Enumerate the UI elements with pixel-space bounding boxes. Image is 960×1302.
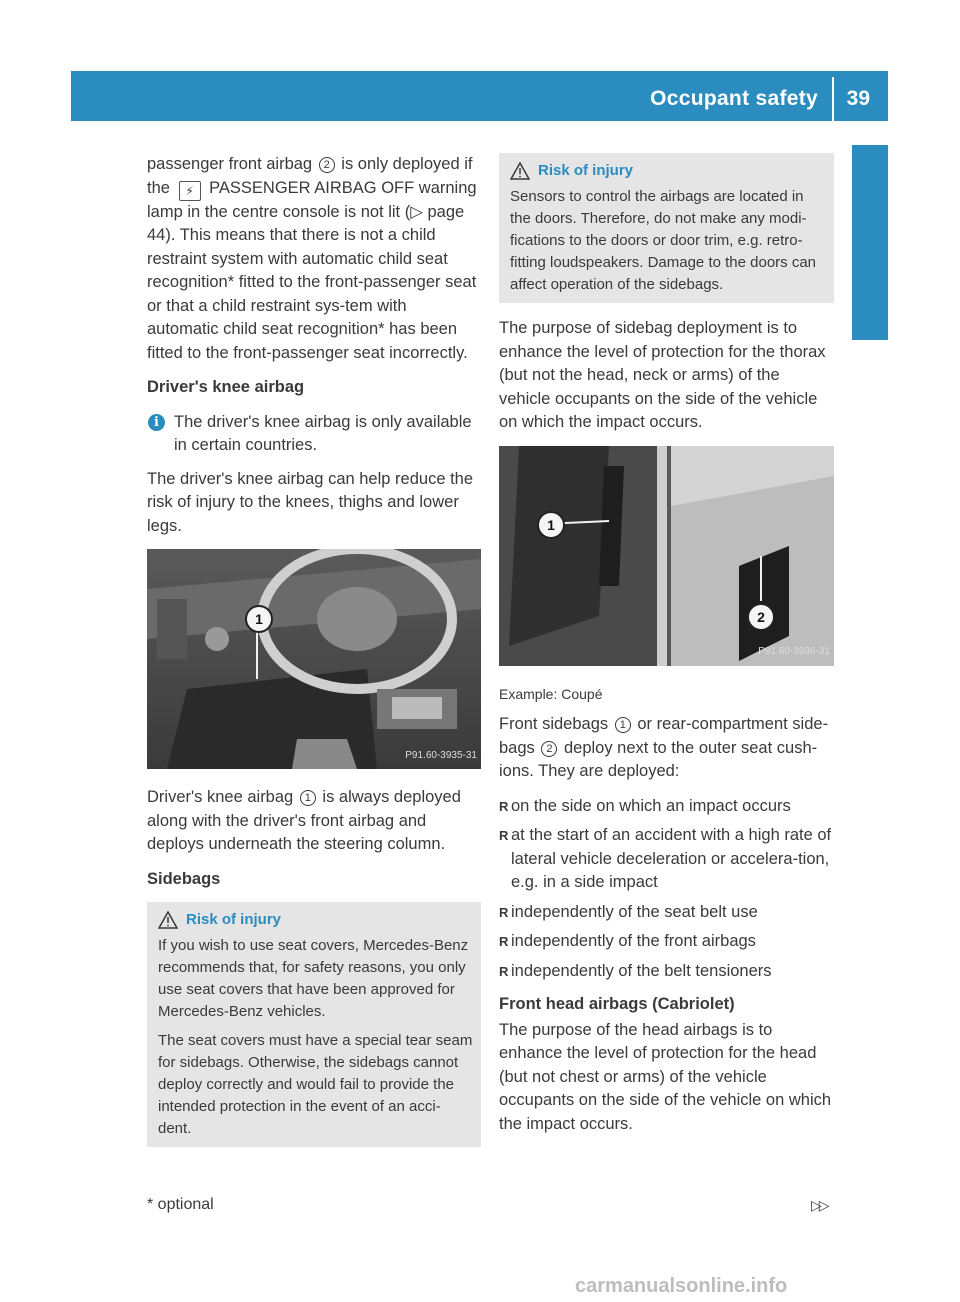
side-tab-label: Safety: [850, 217, 877, 290]
passenger-airbag-off-icon: ⚡: [179, 181, 201, 201]
section-title: Occupant safety: [650, 87, 818, 110]
callout-marker-2: 2: [747, 603, 775, 631]
text: or rear-compartment side-bags: [499, 715, 829, 757]
heading-head-airbags: Front head airbags (Cabriolet): [499, 995, 735, 1013]
continue-arrows-icon: ▷▷: [811, 1197, 827, 1213]
paragraph-knee-purpose: The driver's knee airbag can help reduce the risk of injury to the knees, thighs and lower legs.: [147, 469, 474, 535]
header-bar: [71, 71, 888, 121]
text: is only deployed if the: [147, 155, 473, 197]
warning-triangle-icon: [510, 162, 530, 180]
paragraph-sidebag-deploy: [499, 713, 834, 784]
text: is always deployed along with the driver's front airbag and deploys underneath the steering column.: [147, 788, 461, 853]
list-item: R on the side on which an impact occurs: [499, 795, 834, 819]
warning-text: If you wish to use seat covers, Mercedes-Benz recommends that, for safety reasons, you only use seat covers that have been approved for Mercedes-Benz vehicles.: [158, 937, 469, 1020]
deployment-conditions-list: [499, 795, 834, 984]
paragraph-head-airbags: The purpose of the head airbags is to enhance the level of protection for the head (but not chest or arms) of the vehicle occupants on the side of the vehicle on which the impact occurs.: [499, 1020, 832, 1133]
sidebag-figure: [499, 446, 834, 666]
text: PASSENGER AIRBAG OFF warning lamp in the centre console is not lit (▷ page 44). This means that there is not a child restraint system with automatic child seat recognition* fitted to the front-passenger seat or that a child restraint sys-tem with automatic child seat recognition* has been fitted to the front-passenger seat incorrectly.: [147, 178, 477, 362]
info-text: The driver's knee airbag is only available in certain countries.: [174, 412, 472, 454]
list-item: R independently of the front airbags: [499, 930, 834, 954]
info-icon: i: [148, 414, 165, 431]
text: Front sidebags: [499, 715, 609, 733]
list-item: R at the start of an accident with a high rate of lateral vehicle deceleration or accelera-tion, e.g. in a side impact: [499, 824, 834, 895]
list-item: R independently of the seat belt use: [499, 901, 834, 925]
figure-code: P91.60-3935-31: [405, 749, 477, 761]
callout-number: 2: [541, 741, 557, 757]
text: Driver's knee airbag: [147, 788, 294, 806]
text: passenger front airbag: [147, 155, 313, 173]
list-item: R independently of the belt tensioners: [499, 960, 834, 984]
warning-title: [510, 160, 826, 182]
watermark: carmanualsonline.info: [575, 1275, 788, 1297]
paragraph-knee-deploy: [147, 786, 481, 857]
callout-marker-1: 1: [245, 605, 273, 633]
warning-box-seat-covers: [147, 902, 481, 1147]
callout-number: 1: [300, 790, 316, 806]
warning-title-text: Risk of injury: [186, 911, 282, 928]
warning-text: Sensors to control the airbags are located in the doors. Therefore, do not make any modi-fications to the doors or door trim, e.g. retro-fitting loudspeakers. Damage to the doors can affect operation of the sidebags.: [510, 188, 817, 293]
callout-number: 1: [615, 717, 631, 733]
paragraph-passenger-airbag: [147, 153, 481, 365]
figure-caption: Example: Coupé: [499, 685, 603, 702]
warning-box-door-sensors: [499, 153, 834, 303]
warning-title: [158, 909, 473, 931]
dashboard-illustration: [147, 549, 481, 769]
footnote: * optional: [147, 1196, 214, 1213]
text: deploy next to the outer seat cush-ions. They are deployed:: [499, 738, 818, 780]
seat-illustration: [499, 446, 834, 666]
callout-marker-1: 1: [537, 511, 565, 539]
heading-knee-airbag: Driver's knee airbag: [147, 378, 305, 396]
heading-sidebags: Sidebags: [147, 869, 221, 888]
paragraph-sidebag-purpose: The purpose of sidebag deployment is to enhance the level of protection for the thorax (but not the head, neck or arms) of the vehicle occupants on the side of the vehicle on which the impact occurs.: [499, 319, 826, 431]
page-number: 39: [846, 87, 870, 110]
info-note: [147, 411, 481, 458]
left-column: [147, 153, 481, 1159]
warning-title-text: Risk of injury: [538, 162, 634, 179]
right-column: [499, 153, 834, 1147]
callout-number: 2: [319, 157, 335, 173]
warning-text: The seat covers must have a special tear seam for sidebags. Otherwise, the sidebags cannot deploy correctly and would fail to provide the intended protection in the event of an acci-dent.: [158, 1032, 473, 1137]
header-divider: [832, 77, 834, 121]
warning-triangle-icon: [158, 911, 178, 929]
figure-code: P91.60-3936-31: [758, 646, 830, 657]
knee-airbag-figure: [147, 549, 481, 769]
